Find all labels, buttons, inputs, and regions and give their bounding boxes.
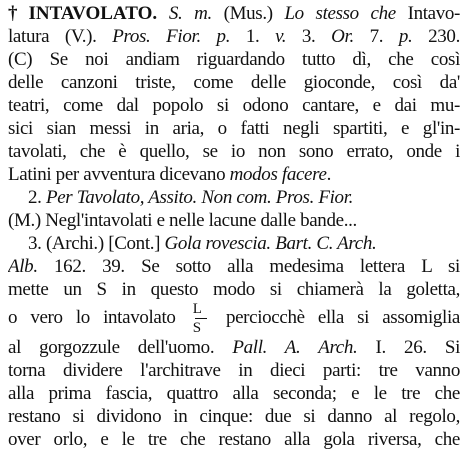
text: 230. <box>412 26 460 47</box>
text: restano si dividono in cinque: due si danno al regolo, <box>8 406 460 427</box>
sense-3-line-3 <box>8 278 460 301</box>
sense-3-line-9 <box>8 428 460 449</box>
text: 1. <box>230 26 276 47</box>
line-segments <box>28 233 376 254</box>
line-segments <box>8 141 460 162</box>
text: over orlo, e le tre che restano alla gola riversa, che <box>8 429 460 449</box>
part-of-speech: S. m. <box>168 3 212 24</box>
line-segments <box>8 360 460 381</box>
italic-text: p. <box>398 26 413 47</box>
line-segments <box>8 164 331 185</box>
sense-2-line-1 <box>28 186 460 209</box>
figure-bottom-letter: S <box>192 319 201 335</box>
text: I. 26. Si <box>357 337 460 358</box>
figure-rule <box>195 318 207 319</box>
sense-3-line-1 <box>28 232 460 255</box>
entry-line-2 <box>8 25 460 48</box>
line-segments <box>8 383 460 404</box>
text: mette un S in questo modo si chiamerà la goletta, <box>8 279 460 300</box>
line-segments <box>8 72 460 93</box>
text: delle canzoni triste, come delle gioconde, così da' <box>8 72 460 93</box>
text: Intavo- <box>407 3 460 24</box>
entry-line-5 <box>8 94 460 117</box>
italic-text: Pros. Fior. p. <box>112 26 231 47</box>
text: sici sian messi in aria, o fatti negli spartiti, e gl'in- <box>8 118 460 139</box>
text: torna dividere l'architrave in dieci parti: tre vanno <box>8 360 460 381</box>
text: (Mus.) <box>223 3 285 24</box>
entry-line-1 <box>8 2 460 25</box>
italic-text: Lo stesso che <box>284 3 408 24</box>
text: (M.) Negl'intavolati e nelle lacune dalle bande... <box>8 210 357 231</box>
line-segments <box>8 406 460 427</box>
sense-3-line-5 <box>8 336 460 359</box>
figure-line <box>8 301 460 335</box>
sense-3-line-8 <box>8 405 460 428</box>
text: 7. <box>353 26 399 47</box>
figure-top-letter: L <box>192 301 202 317</box>
entry-line-7 <box>8 140 460 163</box>
text: latura (V.). <box>8 26 113 47</box>
italic-text: Alb. <box>8 256 38 277</box>
line-segments <box>224 3 460 24</box>
italic-text: v. <box>275 26 287 47</box>
intavolato-figure <box>193 302 209 335</box>
italic-text: modos facere <box>229 164 327 185</box>
text: 3. <box>286 26 332 47</box>
text: . <box>326 164 331 185</box>
line-segments <box>8 95 460 116</box>
text: al gorgozzule dell'uomo. <box>8 337 233 358</box>
text: (C) Se noi andiam riguardando tutto dì, che così <box>8 49 460 70</box>
text: Latini per avventura dicevano <box>8 164 230 185</box>
headword: INTAVOLATO. <box>28 3 158 24</box>
entry-line-3 <box>8 48 460 71</box>
entry-line-4 <box>8 71 460 94</box>
line-segments <box>8 49 460 70</box>
line-segments <box>8 429 460 449</box>
italic-text: Gola rovescia. Bart. C. Arch. <box>164 233 377 254</box>
text: teatri, come dal popolo si odono cantare, e dai mu- <box>8 95 460 116</box>
sense-3-line-7 <box>8 382 460 405</box>
line-segments <box>8 256 460 277</box>
figure-line-after: perciocchè ella si assomiglia <box>225 307 460 328</box>
entry-line-6 <box>8 117 460 140</box>
sense-2-line-2 <box>8 209 460 232</box>
line-segments <box>28 187 353 208</box>
line-segments <box>8 210 357 231</box>
line-segments <box>8 118 460 139</box>
figure-line-before: o vero lo intavolato <box>8 307 176 328</box>
line-segments <box>8 337 460 358</box>
text: alla prima fascia, quattro alla seconda; e le tre che <box>8 383 460 404</box>
line-segments <box>8 26 460 47</box>
sense-3-line-2 <box>8 255 460 278</box>
line-segments <box>8 279 460 300</box>
italic-text: Pall. A. Arch. <box>232 337 358 358</box>
dagger-mark: † <box>8 3 25 24</box>
text: 162. 39. Se sotto alla medesima lettera L si <box>37 256 460 277</box>
sense-3-line-6 <box>8 359 460 382</box>
text: tavolati, che è quello, se io non sono errato, onde i <box>8 141 460 162</box>
text: 2. <box>28 187 46 208</box>
italic-text: Or. <box>331 26 354 47</box>
entry-line-8 <box>8 163 460 186</box>
text: 3. (Archi.) [Cont.] <box>28 233 165 254</box>
italic-text: Per Tavolato, Assito. Non com. Pros. Fior. <box>45 187 354 208</box>
